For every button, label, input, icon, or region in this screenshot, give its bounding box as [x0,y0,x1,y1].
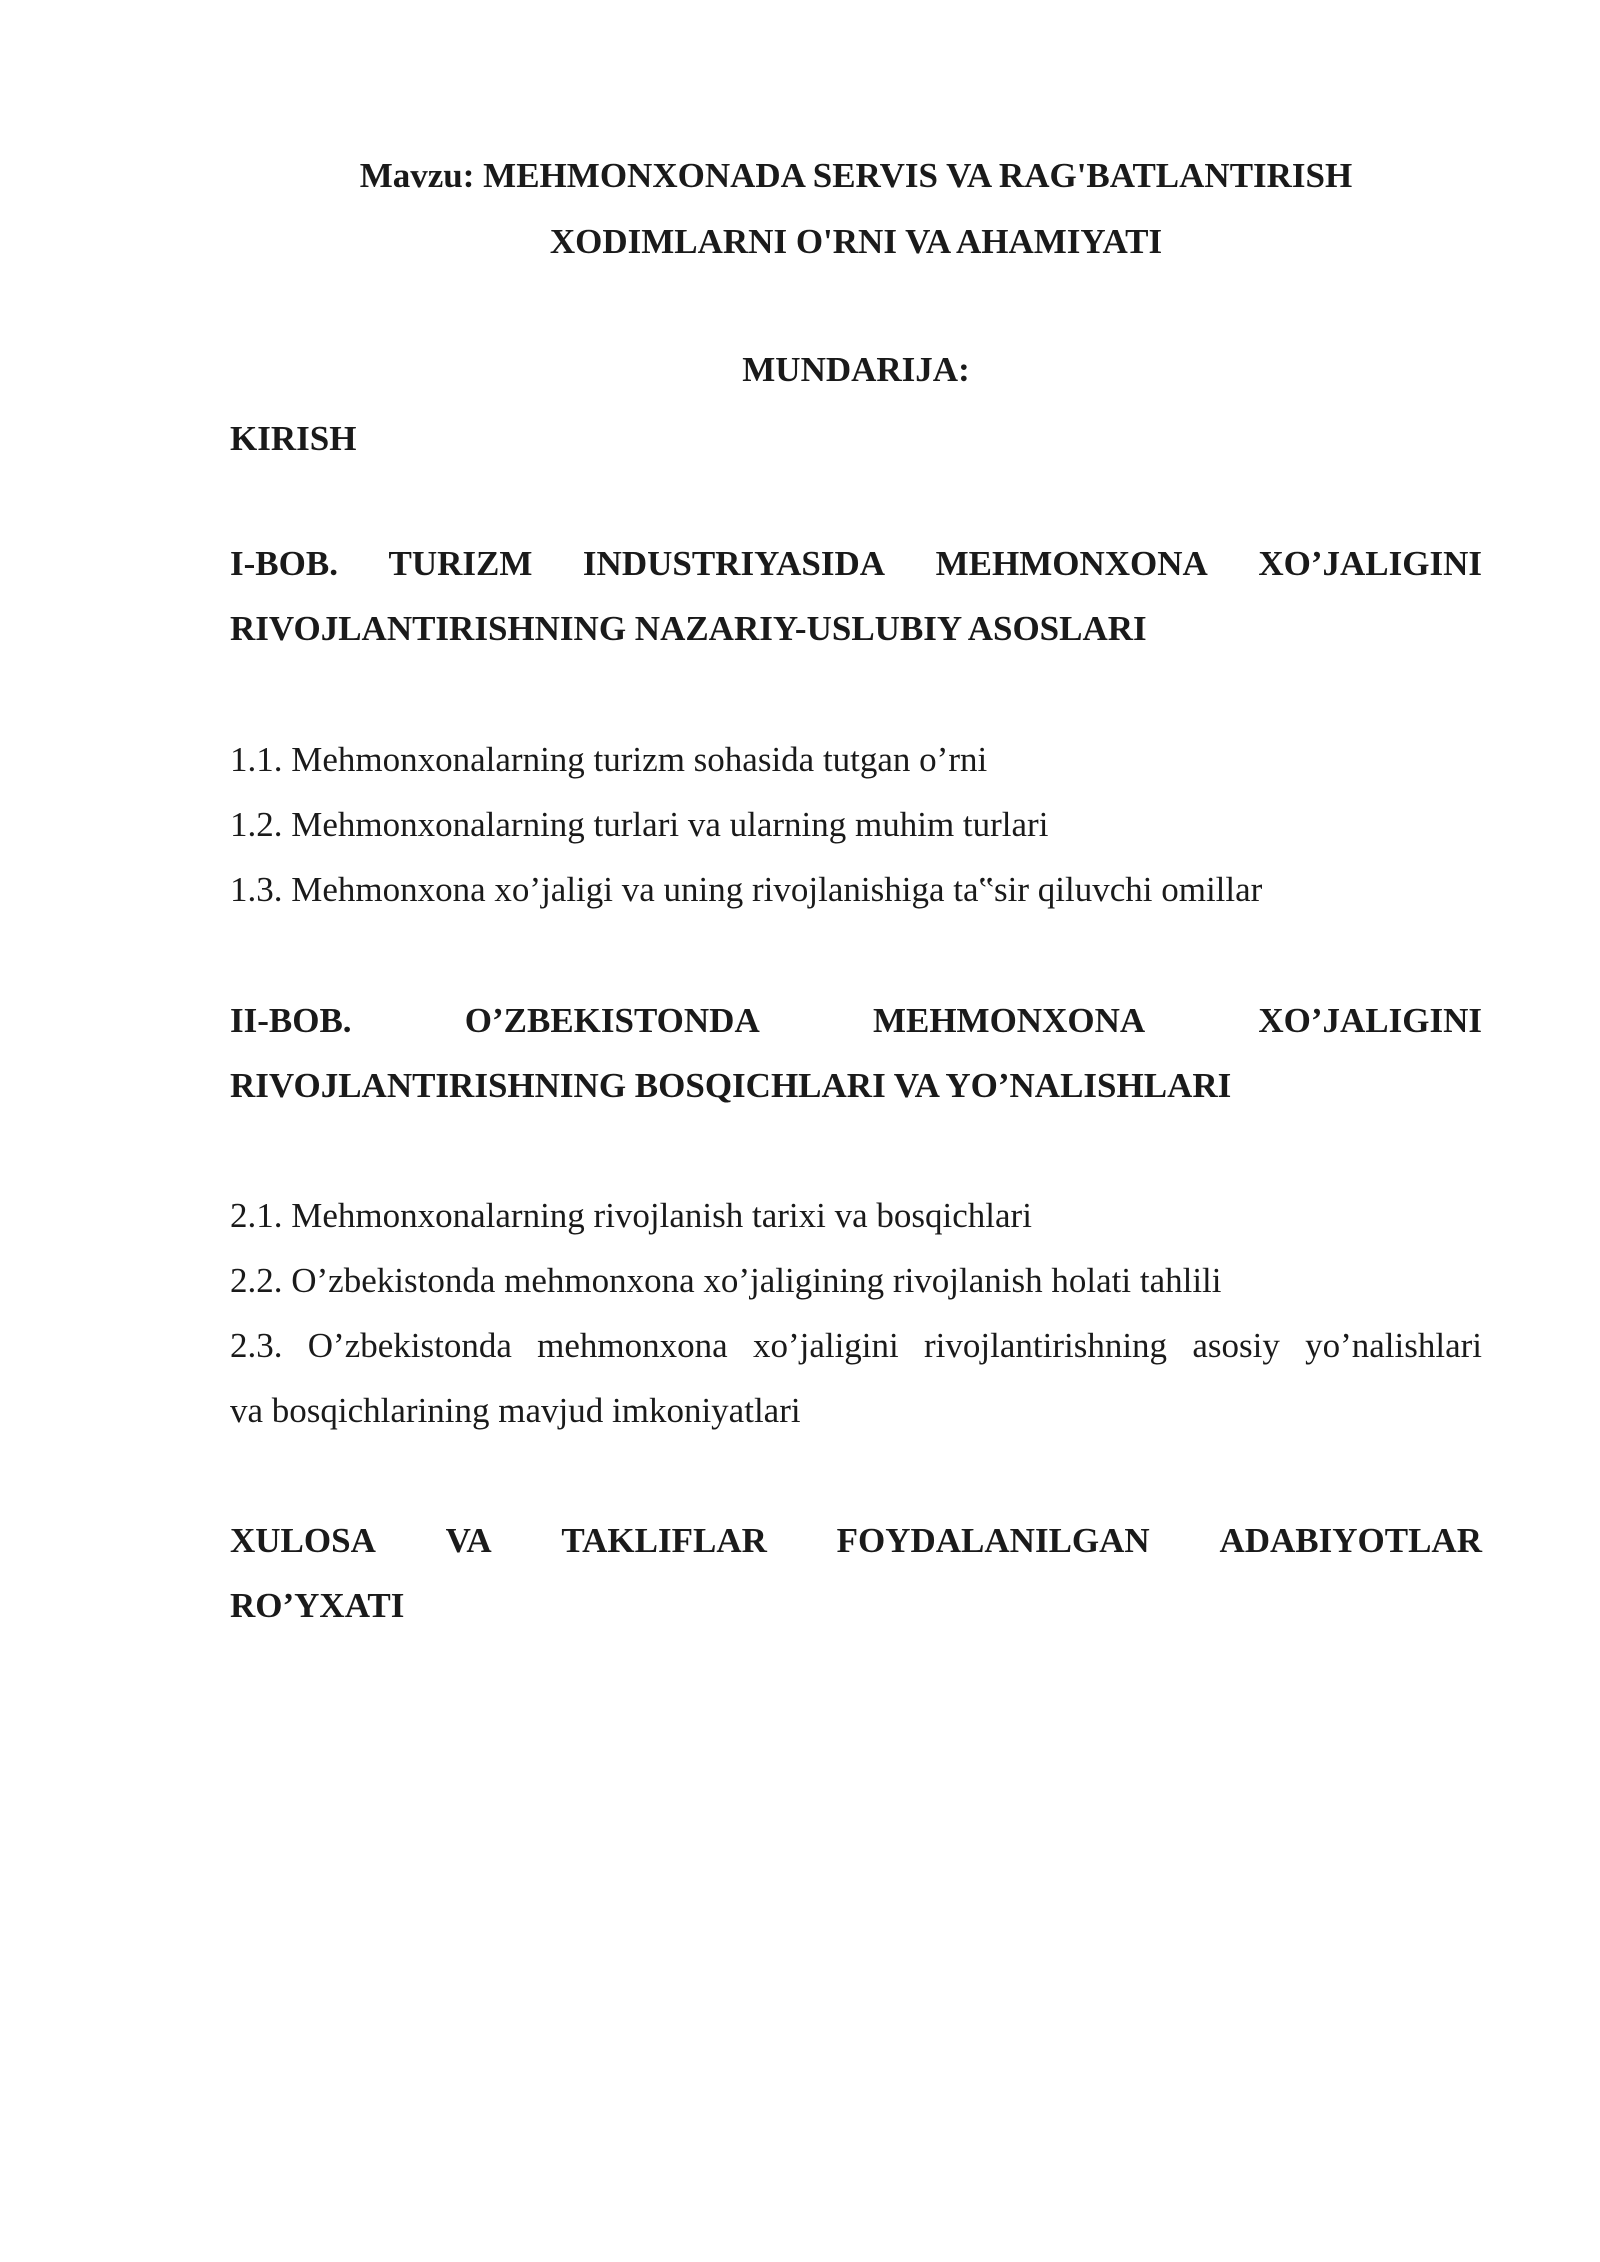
toc-section-2-3-line-1 [230,1313,1482,1378]
toc-section-2-1: 2.1. Mehmonxonalarning rivojlanish tarixi va bosqichlari [230,1196,1032,1235]
chapter-1-word: INDUSTRIYASIDA [582,544,886,583]
chapter-1-title-line-1 [230,531,1482,596]
section-2-3-word: asosiy [1192,1326,1280,1365]
chapter-2-title-line-2: RIVOJLANTIRISHNING BOSQICHLARI VA YO’NALISHLARI [230,1066,1232,1105]
chapter-2-word: XO’JALIGINI [1258,1001,1482,1040]
chapter-1-word: I-BOB. [230,544,338,583]
toc-section-2-3-line-2: va bosqichlarining mavjud imkoniyatlari [230,1391,801,1430]
toc-heading: MUNDARIJA: [742,350,970,389]
section-2-3-word: 2.3. [230,1326,283,1365]
section-2-3-word: rivojlantirishning [924,1326,1168,1365]
section-2-3-word: mehmonxona [537,1326,728,1365]
toc-chapter-1 [230,531,1482,661]
chapter-2-word: II-BOB. [230,1001,352,1040]
conclusion-word: FOYDALANILGAN [836,1521,1150,1560]
section-2-3-word: O’zbekistonda [307,1326,512,1365]
toc-entry-kirish: KIRISH [230,419,357,458]
chapter-1-word: TURIZM [388,544,533,583]
topic-title-line-1: Mavzu: MEHMONXONADA SERVIS VA RAG'BATLANTIRISH [359,156,1353,195]
section-2-3-word: xo’jaligini [752,1326,899,1365]
conclusion-word: ADABIYOTLAR [1219,1521,1482,1560]
chapter-2-word: O’ZBEKISTONDA [464,1001,760,1040]
chapter-1-word: XO’JALIGINI [1258,544,1482,583]
toc-section-1-3: 1.3. Mehmonxona xo’jaligi va uning rivojlanishiga ta‟sir qiluvchi omillar [230,870,1263,909]
chapter-2-title-line-1 [230,988,1482,1053]
conclusion-word: VA [445,1521,492,1560]
topic-title-line-2: XODIMLARNI O'RNI VA AHAMIYATI [549,222,1163,261]
conclusion-line-2: RO’YXATI [230,1586,405,1625]
toc-chapter-2-sections [230,1183,1482,1443]
chapter-1-word: MEHMONXONA [935,544,1208,583]
toc-conclusion [230,1508,1482,1638]
chapter-2-word: MEHMONXONA [872,1001,1146,1040]
conclusion-line-1 [230,1508,1482,1573]
conclusion-word: XULOSA [230,1521,376,1560]
toc-section-1-2: 1.2. Mehmonxonalarning turlari va ularning muhim turlari [230,805,1049,844]
chapter-1-title-line-2: RIVOJLANTIRISHNING NAZARIY-USLUBIY ASOSLARI [230,609,1147,648]
toc-section-2-2: 2.2. O’zbekistonda mehmonxona xo’jaligining rivojlanish holati tahlili [230,1261,1222,1300]
toc-chapter-1-sections [230,727,1482,922]
section-2-3-word: yo’nalishlari [1305,1326,1482,1365]
toc-section-1-1: 1.1. Mehmonxonalarning turizm sohasida tutgan o’rni [230,740,988,779]
toc-chapter-2 [230,988,1482,1118]
conclusion-word: TAKLIFLAR [561,1521,767,1560]
